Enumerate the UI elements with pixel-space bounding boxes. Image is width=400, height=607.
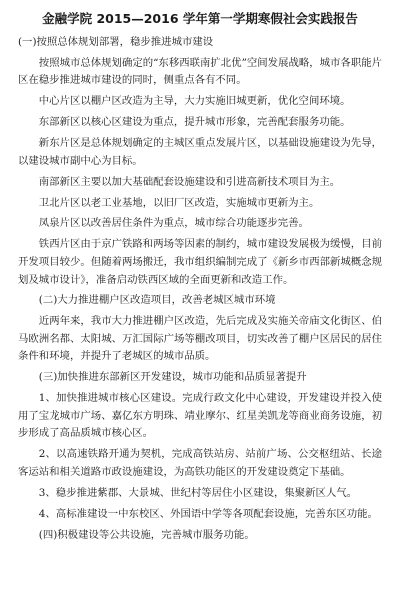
paragraph: 凤泉片区以改善居住条件为重点，城市综合功能逐步完善。: [38, 217, 309, 230]
paragraph: 中心片区以棚户区改造为主导，大力实施旧城更新，优化空间环境。: [38, 95, 351, 108]
paragraph: 南部新区主要以加大基础配套设施建设和引进高新技术项目为主。: [38, 175, 341, 188]
paragraph: 4、高标准建设一中东校区、外国语中学等各项配套设施，完善东区功能。: [38, 507, 378, 520]
paragraph: 按照城市总体规划确定的“东移西联南扩北优”空间发展战略，城市各职能片区在稳步推进城市建设的同时，侧重点各有不同。: [18, 56, 382, 87]
section-heading: (二)大力推进棚户区改造项目，改善老城区城市环境: [38, 294, 276, 307]
paragraph: 1、加快推进城市核心区建设。完成行政文化中心建设，开发建设并投入使用了宝龙城市广场、嘉亿东方明珠、靖业摩尔、红星美凯龙等商业商务设施，初步形成了高品质城市核心区。: [18, 392, 382, 440]
report-body: [18, 34, 382, 544]
section-heading: (四)积极建设等公共设施，完善城市服务功能。: [38, 528, 255, 541]
paragraph: 铁西片区由于京广铁路和两场等因素的制约，城市建设发展极为缓慢，目前开发项目较少。但随着两场搬迁，我市组织编制完成了《新乡市西部新城概念规划及城市设计》，准备启动铁西区域的全面更新和改造工作。: [18, 238, 382, 286]
section-heading: (一)按照总体规划部署，稳步推进城市建设: [18, 36, 214, 48]
paragraph: 东部新区以核心区建设为重点，提升城市形象，完善配套服务功能。: [38, 116, 351, 129]
paragraph: 新东片区是总体规划确定的主城区重点发展片区，以基础设施建设为先导，以建设城市副中心为目标。: [18, 137, 382, 167]
paragraph: 卫北片区以老工业基地，以旧厂区改造，实施城市更新为主。: [38, 196, 320, 209]
report-title: 金融学院 2015—2016 学年第一学期寒假社会实践报告: [42, 11, 358, 26]
section-heading: (三)加快推进东部新区开发建设，城市功能和品质显著提升: [38, 371, 307, 384]
paragraph: 2、以高速铁路开通为契机，完成高铁站房、站前广场、公交枢纽站、长途客运站和相关道路市政设施建设，为高铁功能区的开发建设奠定下基础。: [18, 448, 382, 478]
paragraph: 近两年来，我市大力推进棚户区改造，先后完成及实施关帝庙文化街区、伯马欧洲名都、太阳城、万汇国际广场等棚改项目，切实改善了棚户区居民的居住条件和环境，并提升了老城区的城市品质。: [18, 315, 382, 363]
paragraph: 3、稳步推进紫郡、大景城、世纪村等居住小区建设，集聚新区人气。: [38, 486, 358, 499]
